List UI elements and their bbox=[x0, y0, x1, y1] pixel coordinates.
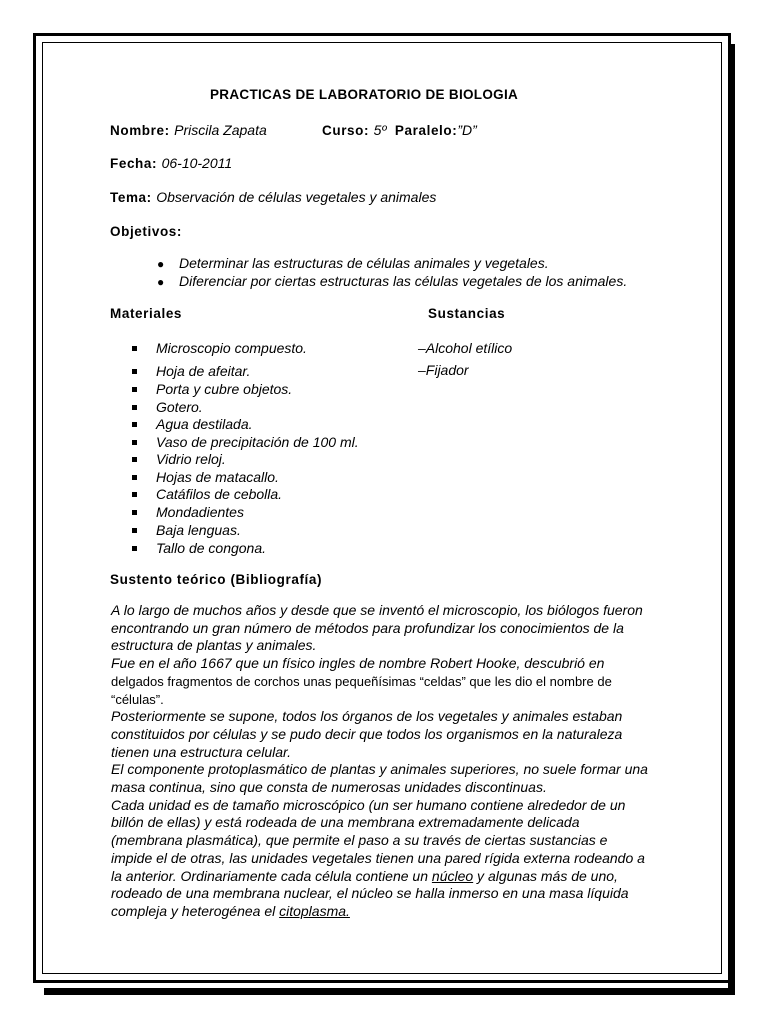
citoplasma-link[interactable]: citoplasma. bbox=[279, 902, 350, 919]
square-bullet-icon bbox=[132, 440, 137, 445]
material-text: Vidrio reloj. bbox=[156, 451, 226, 467]
paragraph-line: “células”. bbox=[111, 691, 164, 707]
sustento-paragraph bbox=[111, 602, 671, 921]
objetivo-text: Diferenciar por ciertas estructuras las células vegetales de los animales. bbox=[179, 273, 628, 289]
material-text: Gotero. bbox=[156, 399, 203, 415]
square-bullet-icon bbox=[132, 457, 137, 462]
sustento-label: Sustento teórico (Bibliografía) bbox=[110, 572, 323, 587]
curso-label: Curso: bbox=[322, 123, 370, 138]
paragraph-line: (membrana plasmática), que permite el paso a su través de ciertas sustancias e bbox=[111, 832, 608, 849]
page-title: PRACTICAS DE LABORATORIO DE BIOLOGIA bbox=[210, 87, 519, 102]
material-text: Hojas de matacallo. bbox=[156, 469, 279, 485]
paragraph-line: impide el de otras, las unidades vegetales tienen una pared rígida externa rodeando a bbox=[111, 849, 645, 866]
fecha-row bbox=[110, 155, 232, 173]
paragraph-line: Posteriormente se supone, todos los órganos de los vegetales y animales estaban bbox=[111, 708, 623, 725]
paragraph-line: encontrando un gran número de métodos para profundizar los conocimientos de la bbox=[111, 619, 624, 636]
nucleo-link[interactable]: núcleo bbox=[431, 867, 474, 884]
square-bullet-icon bbox=[132, 528, 137, 533]
material-text: Mondadientes bbox=[156, 504, 244, 520]
tema-label: Tema: bbox=[110, 190, 152, 205]
line-text: y algunas más de uno, bbox=[473, 867, 618, 884]
tema-value: Observación de células vegetales y animales bbox=[156, 189, 437, 205]
fecha-label: Fecha: bbox=[110, 156, 158, 171]
page-border-shadow-bottom bbox=[44, 988, 735, 995]
paragraph-line bbox=[111, 868, 671, 886]
paragraph-line bbox=[111, 903, 671, 921]
paragraph-line: delgados fragmentos de corchos unas pequeñísimas “celdas” que les dio el nombre de bbox=[111, 673, 612, 689]
objetivo-text: Determinar las estructuras de células animales y vegetales. bbox=[179, 255, 549, 271]
paragraph-line: masa continua, sino que consta de numerosas unidades discontinuas. bbox=[111, 779, 547, 796]
material-text: Baja lenguas. bbox=[156, 522, 241, 538]
nombre-row bbox=[110, 122, 267, 140]
tema-row bbox=[110, 189, 436, 207]
paragraph-line: estructura de plantas y animales. bbox=[111, 637, 317, 654]
square-bullet-icon bbox=[132, 369, 137, 374]
objetivo-item bbox=[157, 273, 628, 291]
square-bullet-icon bbox=[132, 546, 137, 551]
objetivo-item bbox=[157, 255, 549, 273]
curso-row bbox=[322, 122, 477, 140]
paralelo-value: ”D” bbox=[457, 122, 477, 138]
bullet-dot-icon: ● bbox=[157, 257, 165, 271]
paragraph-line: billón de ellas) y está rodeada de una membrana extremadamente delicada bbox=[111, 814, 580, 831]
paragraph-line: El componente protoplasmático de plantas y animales superiores, no suele formar una bbox=[111, 761, 648, 778]
line-text: compleja y heterogénea el bbox=[111, 902, 280, 919]
paragraph-line: constituidos por células y se pudo decir que todos los organismos en la naturaleza bbox=[111, 725, 623, 742]
paragraph-line: rodeado de una membrana nuclear, el núcleo se halla inmerso en una masa líquida bbox=[111, 885, 629, 902]
material-text: Tallo de congona. bbox=[156, 540, 267, 556]
sustancia-item: –Fijador bbox=[418, 362, 469, 378]
sustancia-item: –Alcohol etílico bbox=[418, 340, 513, 356]
square-bullet-icon bbox=[132, 405, 137, 410]
square-bullet-icon bbox=[132, 492, 137, 497]
material-text: Vaso de precipitación de 100 ml. bbox=[156, 434, 359, 450]
material-text: Porta y cubre objetos. bbox=[156, 381, 293, 397]
material-text: Agua destilada. bbox=[156, 416, 253, 432]
curso-value: 5º bbox=[373, 122, 387, 138]
square-bullet-icon bbox=[132, 475, 137, 480]
material-text: Microscopio compuesto. bbox=[156, 340, 307, 356]
paragraph-line: Fue en el año 1667 que un físico ingles de nombre Robert Hooke, descubrió en bbox=[111, 655, 605, 672]
nombre-value: Priscila Zapata bbox=[174, 122, 267, 138]
fecha-value: 06-10-2011 bbox=[161, 155, 233, 171]
paragraph-line: Cada unidad es de tamaño microscópico (un ser humano contiene alrededor de un bbox=[111, 796, 626, 813]
square-bullet-icon bbox=[132, 510, 137, 515]
line-text: la anterior. Ordinariamente cada célula contiene un bbox=[111, 867, 432, 884]
square-bullet-icon bbox=[132, 346, 137, 351]
paralelo-label: Paralelo: bbox=[394, 123, 458, 138]
sustancias-label: Sustancias bbox=[428, 306, 506, 321]
paragraph-line: A lo largo de muchos años y desde que se inventó el microscopio, los biólogos fueron bbox=[111, 602, 643, 618]
material-text: Catáfilos de cebolla. bbox=[156, 486, 283, 502]
paragraph-line: tienen una estructura celular. bbox=[111, 743, 292, 760]
material-text: Hoja de afeitar. bbox=[156, 363, 251, 379]
square-bullet-icon bbox=[132, 387, 137, 392]
materiales-label: Materiales bbox=[110, 306, 183, 321]
bullet-dot-icon: ● bbox=[157, 275, 165, 289]
objetivos-label: Objetivos: bbox=[110, 224, 183, 239]
square-bullet-icon bbox=[132, 422, 137, 427]
nombre-label: Nombre: bbox=[110, 123, 170, 138]
